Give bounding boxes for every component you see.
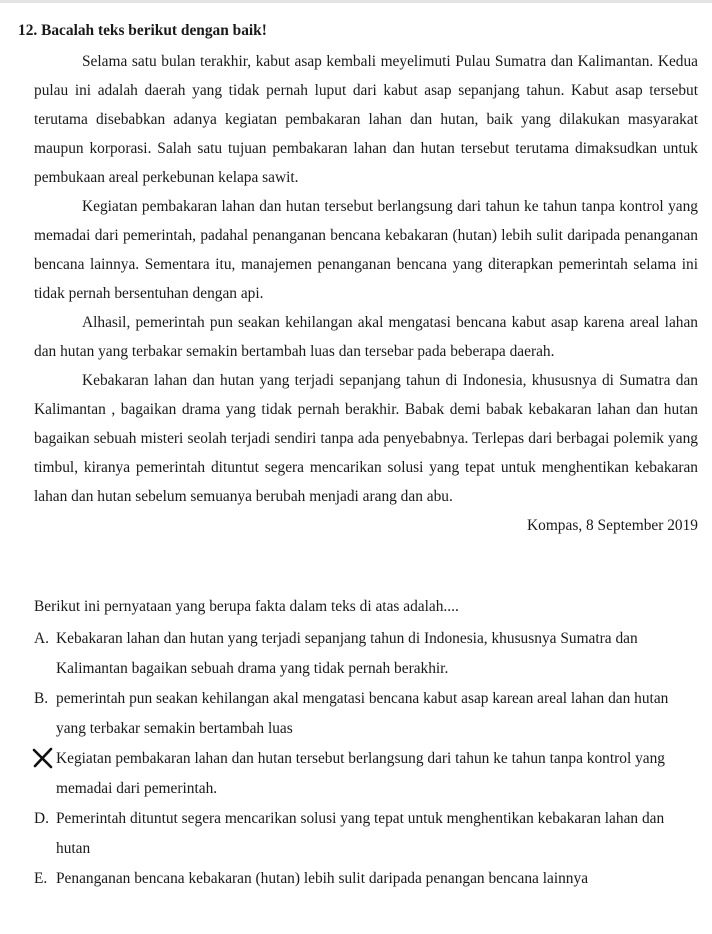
- option-b-text: pemerintah pun seakan kehilangan akal mengatasi bencana kabut asap karean areal lahan dan hutan yang terbakar semakin bertambah luas: [56, 690, 669, 737]
- passage-source: Kompas, 8 September 2019: [527, 517, 698, 534]
- option-d-text: Pemerintah dituntut segera mencarikan solusi yang tepat untuk menghentikan kebakaran lahan dan hutan: [56, 810, 665, 857]
- option-c[interactable]: [34, 744, 694, 804]
- option-a[interactable]: [34, 624, 694, 684]
- passage-paragraph-4: Kebakaran lahan dan hutan yang terjadi sepanjang tahun di Indonesia, khususnya di Sumatra dan Kalimantan , bagaikan drama yang tidak pernah berakhir. Babak demi babak kebakaran lahan dan hutan bagaikan sebuah misteri seolah terjadi sendiri tanpa ada penyebabnya. Terlepas dari berbagai polemik yang timbul, kiranya pemerintah dituntut segera mencarikan solusi yang tepat untuk menghentikan kebakaran lahan dan hutan sebelum semuanya berubah menjadi arang dan abu.: [34, 372, 698, 505]
- passage-paragraph-1: Selama satu bulan terakhir, kabut asap kembali meyelimuti Pulau Sumatra dan Kalimantan. Kedua pulau ini adalah daerah yang tidak pernah luput dari kabut asap sepanjang tahun. Kabut asap tersebut terutama disebabkan adanya kegiatan pembakaran lahan dan hutan, baik yang dilakukan masyarakat maupun korporasi. Salah satu tujuan pembakaran lahan dan hutan tersebut terutama dimaksudkan untuk pembukaan areal perkebunan kelapa sawit.: [34, 53, 698, 186]
- top-border: [0, 0, 712, 3]
- option-e[interactable]: [34, 864, 694, 894]
- option-a-text: Kebakaran lahan dan hutan yang terjadi sepanjang tahun di Indonesia, khususnya Sumatra dan Kalimantan bagaikan sebuah drama yang tidak pernah berakhir.: [56, 630, 638, 677]
- reading-passage: [34, 47, 698, 540]
- question-prompt: Berikut ini pernyataan yang berupa fakta dalam teks di atas adalah....: [34, 598, 459, 615]
- question-document: [18, 21, 698, 894]
- option-c-text: Kegiatan pembakaran lahan dan hutan tersebut berlangsung dari tahun ke tahun tanpa kontrol yang memadai dari pemerintah.: [56, 750, 666, 797]
- option-e-letter: E.: [34, 870, 48, 887]
- option-b-letter: B.: [34, 690, 49, 707]
- selected-x-mark-icon: [31, 746, 55, 770]
- passage-paragraph-2: Kegiatan pembakaran lahan dan hutan tersebut berlangsung dari tahun ke tahun tanpa kontrol yang memadai dari pemerintah, padahal penanganan bencana kebakaran (hutan) lebih sulit daripada penanganan bencana lainnya. Sementara itu, manajemen penanganan bencana yang diterapkan pemerintah selama ini tidak pernah bersentuhan dengan api.: [34, 198, 698, 302]
- option-a-letter: A.: [34, 630, 49, 647]
- answer-options: [34, 624, 694, 894]
- option-e-text: Penanganan bencana kebakaran (hutan) lebih sulit daripada penangan bencana lainnya: [56, 870, 589, 887]
- option-b[interactable]: [34, 684, 694, 744]
- passage-paragraph-3: Alhasil, pemerintah pun seakan kehilangan akal mengatasi bencana kabut asap karena areal lahan dan hutan yang terbakar semakin bertambah luas dan tersebar pada beberapa daerah.: [34, 314, 698, 360]
- question-title: 12. Bacalah teks berikut dengan baik!: [18, 22, 267, 39]
- option-c-letter: [34, 744, 56, 804]
- option-d-letter: D.: [34, 810, 49, 827]
- option-d[interactable]: [34, 804, 694, 864]
